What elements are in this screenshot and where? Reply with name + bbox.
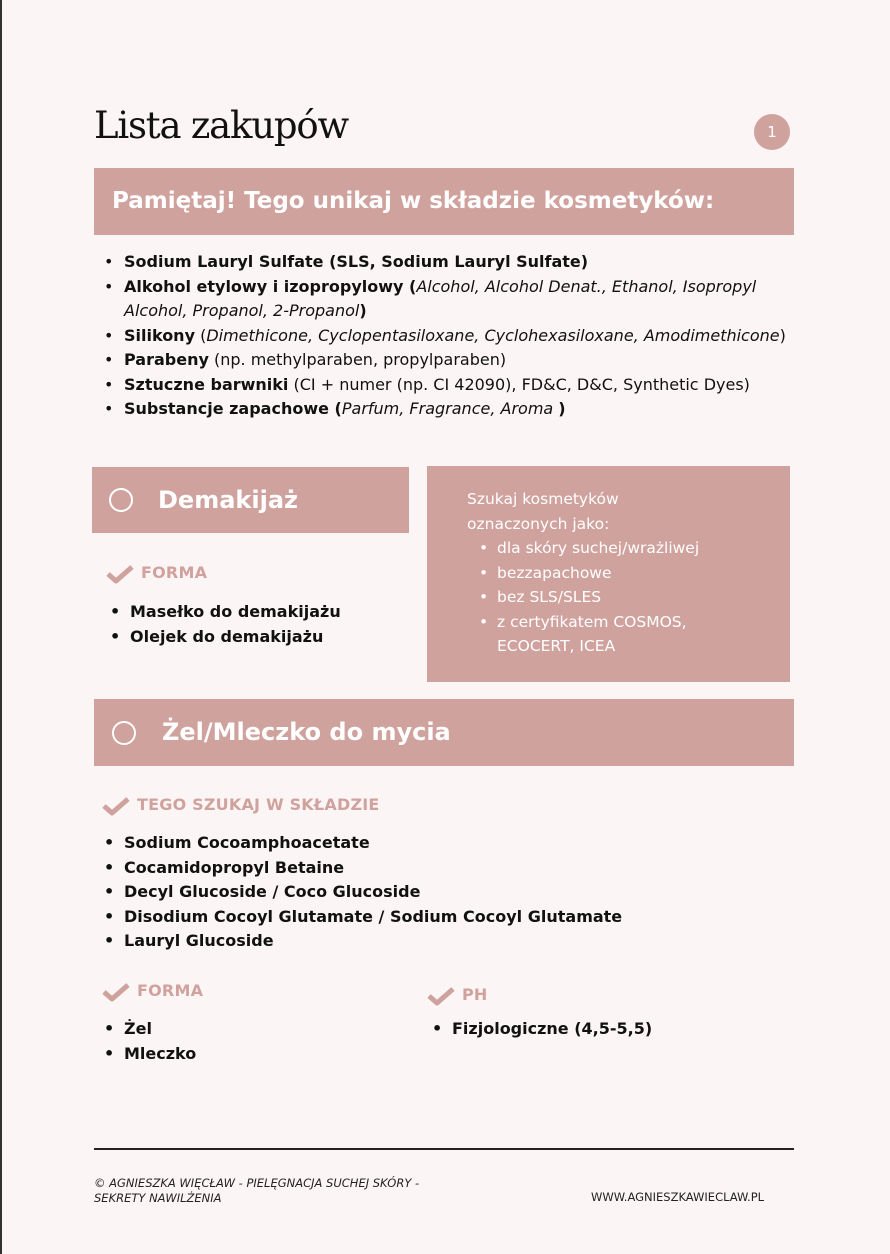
demakijaz-banner — [92, 467, 409, 533]
page-title: Lista zakupów — [94, 104, 348, 147]
avoid-list — [94, 250, 804, 422]
page-edge — [0, 0, 2, 1254]
info-item: • bez SLS/SLES — [467, 585, 770, 610]
demakijaz-heading: Demakijaż — [158, 486, 298, 514]
footer-copyright: © AGNIESZKA WIĘCŁAW - PIELĘGNACJA SUCHEJ SKÓRY - SEKRETY NAWILŻENIA — [94, 1176, 420, 1205]
avoid-item: • Alkohol etylowy i izopropylowy (Alcohol, Alcohol Denat., Ethanol, Isopropyl Alcohol, Propanol, 2-Propanol) — [94, 275, 804, 324]
zel-ph-label: PH — [426, 985, 488, 1006]
zel-forma-list — [94, 1017, 196, 1066]
zel-ph-list — [422, 1017, 652, 1042]
info-list — [467, 536, 770, 659]
info-item: • dla skóry suchej/wrażliwej — [467, 536, 770, 561]
list-item: • Sodium Cocoamphoacetate — [94, 831, 622, 856]
avoid-item: • Parabeny (np. methylparaben, propylparaben) — [94, 348, 804, 373]
demakijaz-forma-label: FORMA — [105, 563, 207, 584]
info-intro: Szukaj kosmetyków oznaczonych jako: — [467, 490, 619, 533]
checkmark-icon — [426, 986, 456, 1006]
avoid-item: • Silikony (Dimethicone, Cyclopentasiloxane, Cyclohexasiloxane, Amodimethicone) — [94, 324, 804, 349]
footer-divider — [94, 1148, 794, 1150]
avoid-item: • Sodium Lauryl Sulfate (SLS, Sodium Lauryl Sulfate) — [94, 250, 804, 275]
info-item: • bezzapachowe — [467, 561, 770, 586]
info-item: • z certyfikatem COSMOS, ECOCERT, ICEA — [467, 610, 727, 659]
zel-ingredients-label: TEGO SZUKAJ W SKŁADZIE — [101, 795, 380, 816]
list-item: • Masełko do demakijażu — [100, 600, 341, 625]
zel-heading: Żel/Mleczko do mycia — [162, 718, 451, 746]
footer-website[interactable]: WWW.AGNIESZKAWIECLAW.PL — [591, 1190, 765, 1204]
zel-forma-label: FORMA — [101, 981, 203, 1002]
avoid-heading-banner: Pamiętaj! Tego unikaj w składzie kosmetyków: — [94, 168, 794, 235]
checkbox-circle-icon[interactable] — [109, 488, 133, 512]
page-number-badge: 1 — [754, 114, 790, 150]
demakijaz-forma-list — [100, 600, 341, 649]
checkmark-icon — [101, 796, 131, 816]
zel-banner — [94, 699, 794, 766]
list-item: • Fizjologiczne (4,5-5,5) — [422, 1017, 652, 1042]
list-item: • Decyl Glucoside / Coco Glucoside — [94, 880, 622, 905]
avoid-item: • Substancje zapachowe (Parfum, Fragrance, Aroma ) — [94, 397, 804, 422]
zel-ingredients-list — [94, 831, 622, 954]
list-item: • Disodium Cocoyl Glutamate / Sodium Cocoyl Glutamate — [94, 905, 622, 930]
checkbox-circle-icon[interactable] — [112, 721, 136, 745]
list-item: • Olejek do demakijażu — [100, 625, 341, 650]
list-item: • Cocamidopropyl Betaine — [94, 856, 622, 881]
checkmark-icon — [101, 982, 131, 1002]
checkmark-icon — [105, 564, 135, 584]
list-item: • Lauryl Glucoside — [94, 929, 622, 954]
info-box — [427, 466, 790, 682]
avoid-item: • Sztuczne barwniki (CI + numer (np. CI 42090), FD&C, D&C, Synthetic Dyes) — [94, 373, 804, 398]
list-item: • Żel — [94, 1017, 196, 1042]
list-item: • Mleczko — [94, 1042, 196, 1067]
